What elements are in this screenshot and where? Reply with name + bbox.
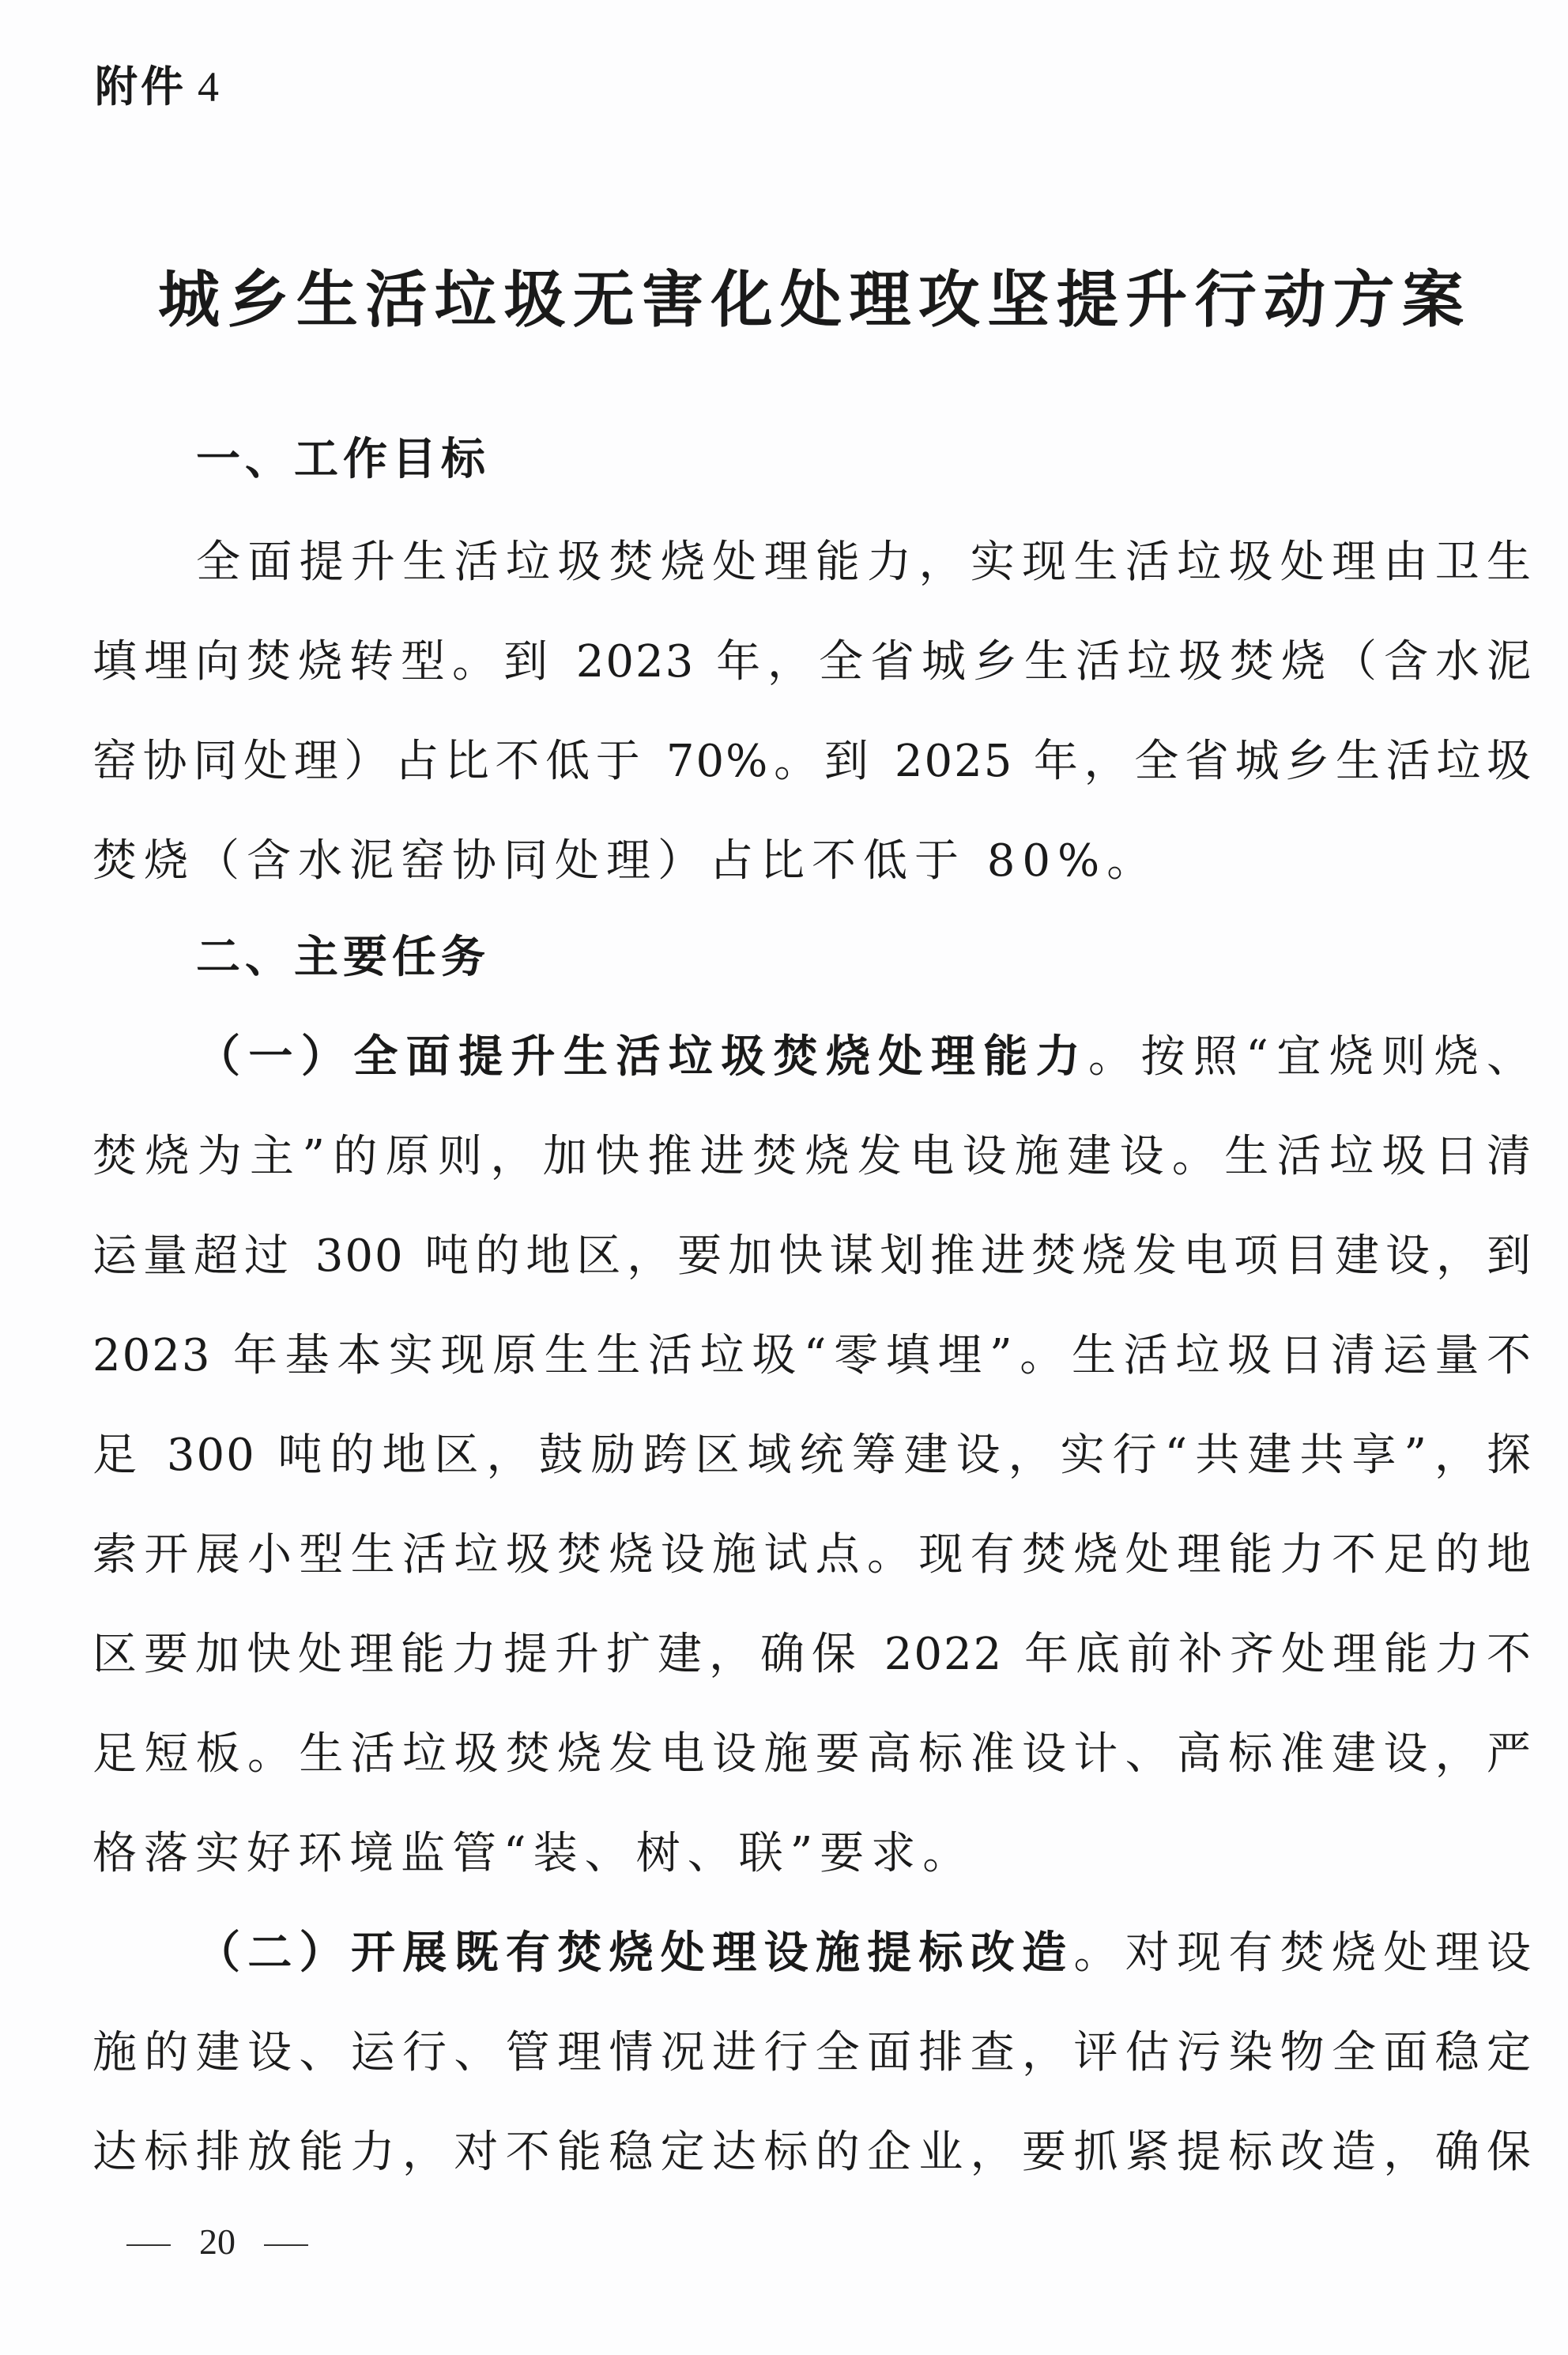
paragraph-line: 焚烧为主”的原则，加快推进焚烧发电设施建设。生活垃圾日清 xyxy=(92,1131,1532,1182)
task-item-1-title: （一）全面提升生活垃圾焚烧处理能力 xyxy=(196,1031,1089,1083)
task-item-2-title: （二）开展既有焚烧处理设施提标改造 xyxy=(196,1927,1074,1979)
paragraph-line: 全面提升生活垃圾焚烧处理能力，实现生活垃圾处理由卫生 xyxy=(196,537,1532,588)
task-item-1-first-line xyxy=(92,1008,1532,1107)
paragraph-line: 达标排放能力，对不能稳定达标的企业，要抓紧提标改造，确保 xyxy=(92,2127,1532,2178)
paragraph-line: 焚烧（含水泥窑协同处理）占比不低于 80%。 xyxy=(92,835,1159,887)
section-heading-work-goals: 一、工作目标 xyxy=(196,434,490,485)
paragraph-line: 区要加快处理能力提升扩建，确保 2022 年底前补齐处理能力不 xyxy=(92,1629,1532,1680)
document-title: 城乡生活垃圾无害化处理攻坚提升行动方案 xyxy=(158,264,1470,336)
paragraph-line: 窑协同处理）占比不低于 70%。到 2025 年，全省城乡生活垃圾 xyxy=(92,736,1532,787)
task-item-2-text: 。对现有焚烧处理设 xyxy=(1073,1927,1533,1979)
paragraph-line: 2023 年基本实现原生生活垃圾“零填埋”。生活垃圾日清运量不 xyxy=(92,1330,1532,1381)
page-number-dash-right xyxy=(264,2244,308,2246)
paragraph-line: 索开展小型生活垃圾焚烧设施试点。现有焚烧处理能力不足的地 xyxy=(92,1529,1532,1581)
page-number-dash-left xyxy=(126,2244,171,2246)
paragraph-line: 施的建设、运行、管理情况进行全面排查，评估污染物全面稳定 xyxy=(92,2027,1532,2078)
paragraph-line: 填埋向焚烧转型。到 2023 年，全省城乡生活垃圾焚烧（含水泥 xyxy=(92,636,1532,688)
page-number xyxy=(126,2217,308,2267)
paragraph-line: 足短板。生活垃圾焚烧发电设施要高标准设计、高标准建设，严 xyxy=(92,1728,1532,1780)
paragraph-line: 足 300 吨的地区，鼓励跨区域统筹建设，实行“共建共享”，探 xyxy=(92,1430,1532,1481)
attachment-number: 4 xyxy=(198,63,222,111)
task-item-1-text: 。按照“宜烧则烧、 xyxy=(1088,1031,1532,1083)
attachment-label xyxy=(95,57,222,117)
section-heading-main-tasks: 二、主要任务 xyxy=(196,932,490,983)
attachment-label-text: 附件 xyxy=(95,62,187,111)
task-item-2-first-line xyxy=(92,1904,1532,2003)
paragraph-line: 运量超过 300 吨的地区，要加快谋划推进焚烧发电项目建设，到 xyxy=(92,1230,1532,1282)
page-number-value: 20 xyxy=(199,2221,236,2262)
paragraph-line: 格落实好环境监管“装、树、联”要求。 xyxy=(92,1828,974,1879)
